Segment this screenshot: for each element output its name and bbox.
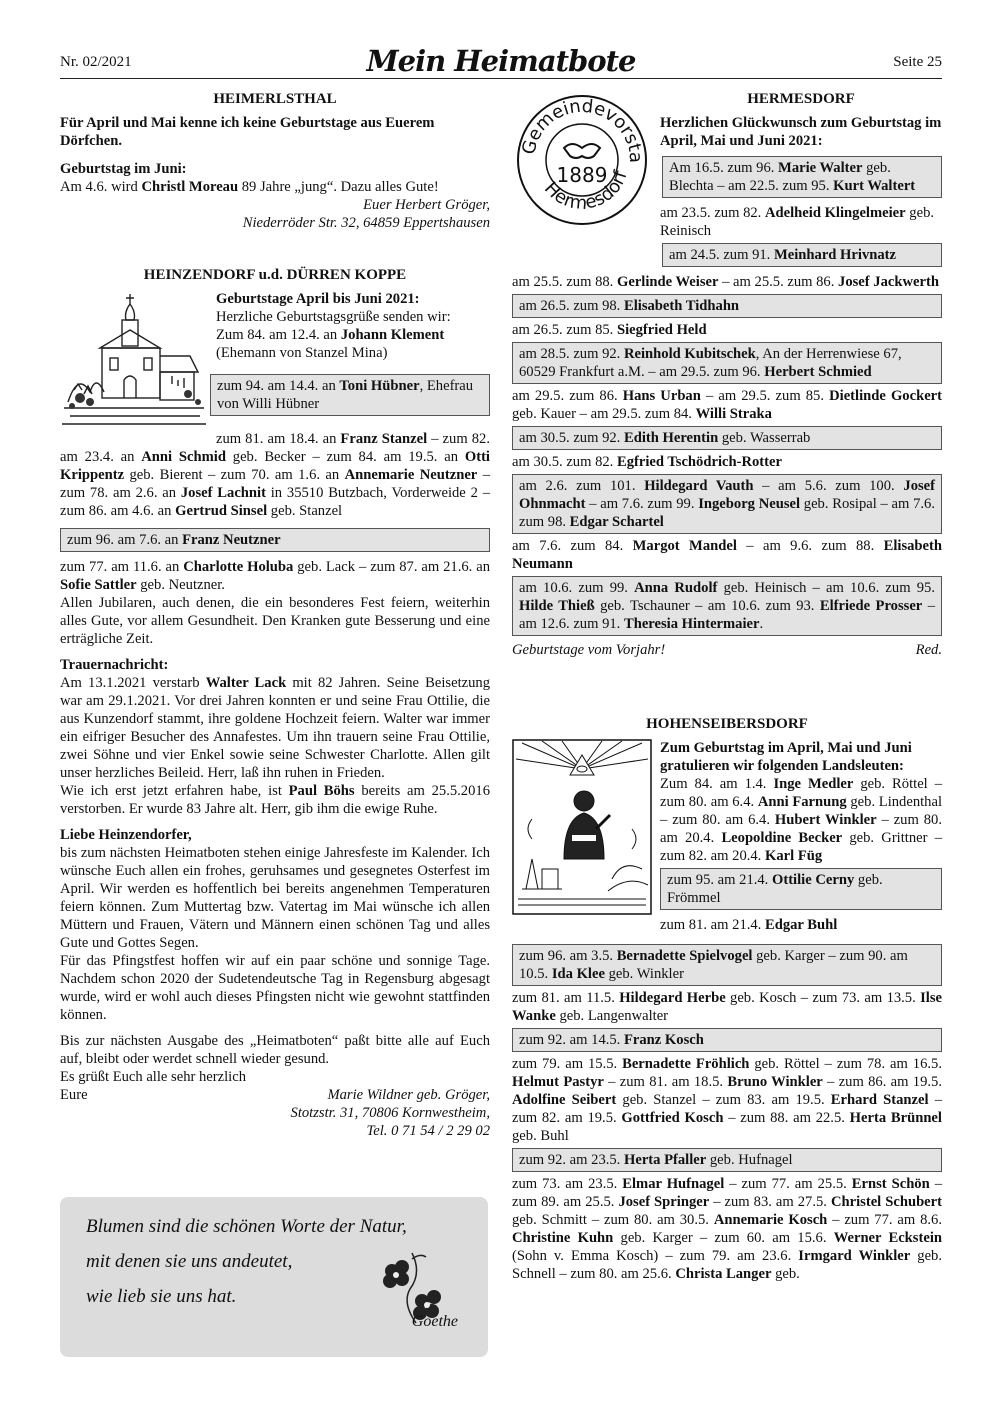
hohenseibersdorf-box-4: zum 92. am 23.5. Herta Pfaller geb. Hufnagel xyxy=(512,1148,942,1172)
hermesdorf-text-5: am 30.5. zum 82. Egfried Tschödrich-Rotter xyxy=(512,454,782,470)
liebe-text-1: bis zum nächsten Heimatboten stehen einige Jahresfeste im Kalender. Ich wünsche Euch allen ein frohes, geruhsames und gesegnetes Osterfest im April. Wir werden es hoffentlich bei bereits angenehmen Temperaturen feiern können. Zum Muttertag bzw. Vatertag im Mai wünsche ich allen Müttern und Frauen, Vätern und Männern einen schönen Tag und alles Gute und Gottes Segen. xyxy=(60,845,490,951)
hermesdorf-box-1: Am 16.5. zum 96. Marie Walter geb. Blechta – am 22.5. zum 95. Kurt Waltert xyxy=(662,156,942,198)
heinzendorf-birthdays-2: zum 77. am 11.6. an Charlotte Holuba geb. Lack – zum 87. am 21.6. an Sofie Sattler geb. Neutzner. xyxy=(60,559,491,593)
hermesdorf-footnote: Geburtstage vom Vorjahr! Red. xyxy=(512,642,942,658)
quote-author: Goethe xyxy=(411,1313,458,1330)
hohenseibersdorf-box-1: zum 95. am 21.4. Ottilie Cerny geb. Frömmel xyxy=(660,868,942,910)
heinzendorf-signature: Eure Marie Wildner geb. Gröger, Stotzstr. 31, 70806 Kornwestheim, Tel. 0 71 54 / 2 29 02 xyxy=(60,1087,490,1139)
quote-line-1: Blumen sind die schönen Worte der Natur, xyxy=(86,1216,407,1237)
heimerlsthal-signature-address: Niederröder Str. 32, 64859 Eppertshausen xyxy=(242,215,490,231)
hohenseibersdorf-box-3: zum 92. am 14.5. Franz Kosch xyxy=(512,1028,942,1052)
hermesdorf-text-4: am 29.5. zum 86. Hans Urban – am 29.5. zum 85. Dietlinde Gockert geb. Kauer – am 29.5. zum 84. Willi Straka xyxy=(512,388,943,422)
left-column xyxy=(60,86,490,1142)
heinzendorf-intro-birthday: Zum 84. am 12.4. an Johann Klement (Ehemann von Stanzel Mina) xyxy=(216,327,445,361)
quote-line-2: mit denen sie uns andeutet, xyxy=(86,1251,293,1272)
heinzendorf-highlight-box-2: zum 96. am 7.6. an Franz Neutzner xyxy=(60,528,490,552)
hermesdorf-text-2: am 25.5. zum 88. Gerlinde Weiser – am 25.5. zum 86. Josef Jackwerth xyxy=(512,274,939,290)
heimerlsthal-june-heading: Geburtstag im Juni: xyxy=(60,161,187,177)
church-illustration xyxy=(60,290,208,445)
stamp-top-text: Gemeindevorsta xyxy=(518,95,647,164)
hohenseibersdorf-text-3: zum 81. am 11.5. Hildegard Herbe geb. Kosch – zum 73. am 13.5. Ilse Wanke geb. Langenwalter xyxy=(512,990,942,1024)
hermesdorf-box-7: am 10.6. zum 99. Anna Rudolf geb. Heinisch – am 10.6. zum 95. Hilde Thieß geb. Tschauner – am 10.6. zum 93. Elfriede Prosser – am 12.6. zum 91. Theresia Hintermaier. xyxy=(512,576,942,636)
stamp-bottom-text: Hermesdorf xyxy=(540,168,632,215)
trauer-text-2: Wie ich erst jetzt erfahren habe, ist Paul Böhs bereits am 25.5.2016 verstorben. Er wurde 83 Jahre alt. Herr, gib ihm die ewige Ruhe. xyxy=(60,783,490,817)
right-column xyxy=(512,86,942,1283)
masthead-title: Mein Heimatbote xyxy=(366,44,636,78)
goethe-quote-box xyxy=(60,1197,488,1357)
heinzendorf-intro-heading: Geburtstage April bis Juni 2021: xyxy=(216,291,420,307)
section-title-heinzendorf: HEINZENDORF u.d. DÜRREN KOPPE xyxy=(143,267,407,283)
hermesdorf-box-3: am 26.5. zum 98. Elisabeth Tidhahn xyxy=(512,294,942,318)
hohenseibersdorf-illustration xyxy=(512,739,652,920)
hermesdorf-box-5: am 30.5. zum 92. Edith Herentin geb. Wasserrab xyxy=(512,426,942,450)
hermesdorf-text-6: am 7.6. zum 84. Margot Mandel – am 9.6. zum 88. Elisabeth Neumann xyxy=(512,538,942,572)
hohenseibersdorf-text-5: zum 73. am 23.5. Elmar Hufnagel – zum 77. am 25.5. Ernst Schön – zum 89. am 25.5. Josef Springer – zum 83. am 27.5. Christel Schubert geb. Schmitt – zum 80. am 30.5. Annemarie Kosch – zum 77. am 8.6. Christine Kuhn geb. Karger – zum 60. am 15.6. Werner Eckstein (Sohn v. Emma Kosch) – zum 79. am 23.6. Irmgard Winkler geb. Schnell – zum 80. am 25.6. Christa Langer geb. xyxy=(512,1176,942,1282)
stamp-year: 1889 xyxy=(556,163,608,187)
hohenseibersdorf-text-1: Zum 84. am 1.4. Inge Medler geb. Röttel – zum 80. am 6.4. Anni Farnung geb. Lindenthal – zum 80. am 6.4. Hubert Winkler – zum 80. am 20.4. Leopoldine Becker geb. Grittner – zum 82. am 20.4. Karl Füg xyxy=(660,776,942,864)
hermesdorf-box-6: am 2.6. zum 101. Hildegard Vauth – am 5.6. zum 100. Josef Ohnmacht – am 7.6. zum 99. Ingeborg Neusel geb. Rosipal – am 7.6. zum 98. Edgar Schartel xyxy=(512,474,942,534)
hohenseibersdorf-box-2: zum 96. am 3.5. Bernadette Spielvogel geb. Karger – zum 90. am 10.5. Ida Klee geb. Winkler xyxy=(512,944,942,986)
heimerlsthal-intro: Für April und Mai kenne ich keine Geburtstage aus Euerem Dörfchen. xyxy=(60,115,435,149)
heinzendorf-highlight-box-1: zum 94. am 14.4. an Toni Hübner, Ehefrau von Willi Hübner xyxy=(210,374,490,416)
svg-text:Gemeindevorstand xyxy=(512,90,646,163)
trauer-heading: Trauernachricht: xyxy=(60,657,169,673)
section-title-heimerlsthal: HEIMERLSTHAL xyxy=(213,91,337,107)
page-header xyxy=(60,44,942,79)
hohenseibersdorf-intro: Zum Geburtstag im April, Mai und Juni gratulieren wir folgenden Landsleuten: xyxy=(660,740,912,774)
issue-number: Nr. 02/2021 xyxy=(60,54,132,70)
liebe-text-3: Bis zur nächsten Ausgabe des „Heimatboten“ paßt bitte alle auf Euch auf, bleibt oder werdet schnell wieder gesund. xyxy=(60,1033,490,1067)
hermesdorf-text-1: am 23.5. zum 82. Adelheid Klingelmeier geb. Reinisch xyxy=(660,205,935,239)
heimerlsthal-june-text: Am 4.6. wird Christl Moreau 89 Jahre „jung“. Dazu alles Gute! xyxy=(60,179,439,195)
page-number: Seite 25 xyxy=(893,54,942,70)
section-title-hohenseibersdorf: HOHENSEIBERSDORF xyxy=(646,716,808,732)
heimerlsthal-signature-name: Euer Herbert Gröger, xyxy=(363,197,490,213)
heinzendorf-birthdays-1: zum 81. am 18.4. an Franz Stanzel – zum 82. am 23.4. an Anni Schmid geb. Becker – zum 84. am 19.5. an Otti Krippentz geb. Bierent – zum 70. am 1.6. an Annemarie Neutzner – zum 78. am 2.6. an Josef Lachnit in 35510 Butzbach, Vorderweide 2 – zum 86. am 4.6. an Gertrud Sinsel geb. Stanzel xyxy=(60,431,490,519)
heinzendorf-wishes: Allen Jubilaren, auch denen, die ein besonderes Fest feiern, weiterhin alles Gute, vor allem Gesundheit. Den Kranken gute Besserung und eine erträgliche Zeit. xyxy=(60,595,490,647)
hermesdorf-text-3: am 26.5. zum 85. Siegfried Held xyxy=(512,322,707,338)
hermesdorf-box-4: am 28.5. zum 92. Reinhold Kubitschek, An der Herrenwiese 67, 60529 Frankfurt a.M. – am 29.5. zum 96. Herbert Schmied xyxy=(512,342,942,384)
liebe-text-4: Es grüßt Euch alle sehr herzlich xyxy=(60,1069,246,1085)
hermesdorf-intro: Herzlichen Glückwunsch zum Geburtstag im April, Mai und Juni 2021: xyxy=(660,115,942,149)
liebe-heading: Liebe Heinzendorfer, xyxy=(60,827,192,843)
hohenseibersdorf-text-4: zum 79. am 15.5. Bernadette Fröhlich geb. Röttel – zum 78. am 16.5. Helmut Pastyr – zum 81. am 18.5. Bruno Winkler – zum 86. am 19.5. Adolfine Seibert geb. Stanzel – zum 83. am 19.5. Erhard Stanzel – zum 82. am 19.5. Gottfried Kosch – zum 88. am 22.5. Herta Brünnel geb. Buhl xyxy=(512,1056,943,1144)
trauer-text-1: Am 13.1.2021 verstarb Walter Lack mit 82 Jahren. Seine Beisetzung war am 29.1.2021. Vor drei Jahren konnten er und seine Frau Ottilie, die aus Kunzendorf stammt, ihre goldene Hochzeit feiern. Walter war immer ein eifriger Besucher des Annafestes. Um ihn trauern seine Frau Ottilie, zwei Söhne und vier Enkel sowie seine Schwester Charlotte. Allen gilt unser herzliches Beileid. Herr, laß ihn ruhen in Frieden. xyxy=(60,675,490,781)
heinzendorf-intro-text: Herzliche Geburtstagsgrüße senden wir: xyxy=(216,309,451,325)
hermesdorf-box-2: am 24.5. zum 91. Meinhard Hrivnatz xyxy=(662,243,942,267)
section-title-hermesdorf: HERMESDORF xyxy=(747,91,855,107)
hohenseibersdorf-text-2: zum 81. am 21.4. Edgar Buhl xyxy=(660,917,838,933)
hermesdorf-stamp xyxy=(512,90,652,235)
quote-line-3: wie lieb sie uns hat. xyxy=(86,1286,237,1307)
liebe-text-2: Für das Pfingstfest hoffen wir auf ein paar schöne und sonnige Tage. Nachdem schon 2020 der Sudetendeutsche Tag in Regensburg abgesagt wurde, wird er wohl auch dieses Pfingsten nicht wie gewohnt stattfinden können. xyxy=(60,953,490,1023)
